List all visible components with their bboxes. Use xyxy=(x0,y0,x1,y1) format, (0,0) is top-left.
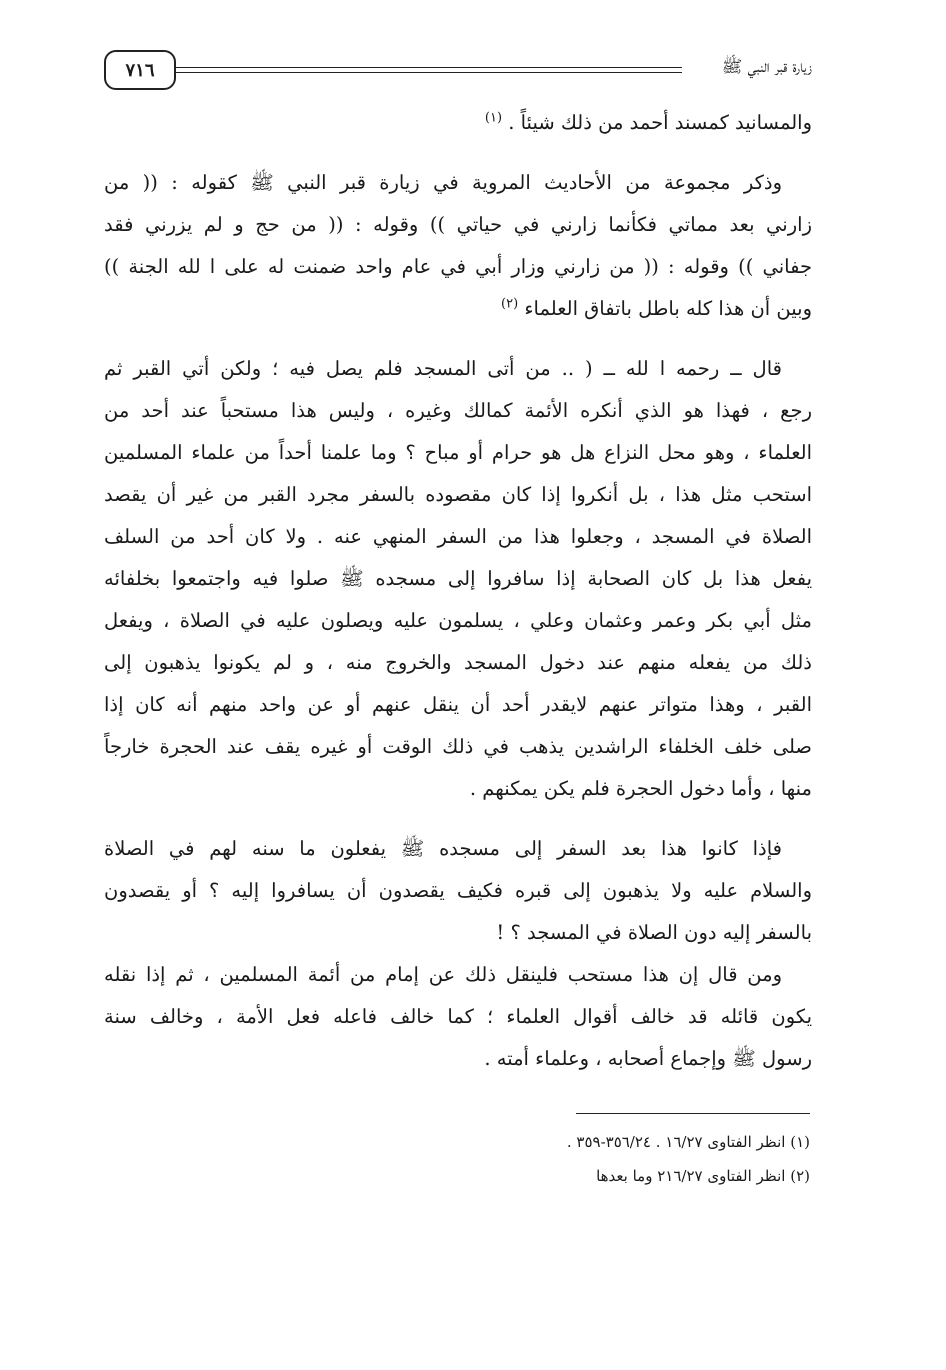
header-rule xyxy=(174,67,682,68)
page-header xyxy=(104,50,812,90)
footnote-1: (١) انظر الفتاوى ١٦/٢٧ . ٣٥٦/٢٤-٣٥٩ . xyxy=(566,1133,810,1151)
header-rule-double xyxy=(174,72,682,73)
text-line: يفعل هذا بل كان الصحابة إذا سافروا إلى مسجده ﷺ صلوا فيه واجتمعوا بخلفائه xyxy=(104,567,812,590)
text-line: صلى خلف الخلفاء الراشدين يذهب في ذلك الوقت أو غيره يقف عند الحجرة خارجاً xyxy=(104,735,812,758)
text-line: بالسفر إليه دون الصلاة في المسجد ؟ ! xyxy=(496,921,812,944)
text-line: زارني بعد مماتي فكأنما زارني في حياتي )) وقوله : (( من حج و لم يزرني فقد xyxy=(104,213,812,236)
text-line: استحب مثل هذا ، بل أنكروا إذا كان مقصوده بالسفر مجرد القبر من غير أن يقصد xyxy=(104,483,812,506)
footnote-2: (٢) انظر الفتاوى ٢١٦/٢٧ وما بعدها xyxy=(596,1167,810,1185)
text-line: والمسانيد كمسند أحمد من ذلك شيئاً . $^{(١)}$ xyxy=(484,110,812,134)
text-line: جفاني )) وقوله : (( من زارني وزار أبي في عام واحد ضمنت له على ا لله الجنة )) xyxy=(104,255,812,278)
text-line: مثل أبي بكر وعمر وعثمان وعلي ، يسلمون عليه ويصلون عليه في الصلاة ، ويفعل xyxy=(104,609,812,632)
footnote-ref-1: (١) xyxy=(484,110,503,126)
text-line: ذلك من يفعله منهم عند دخول المسجد والخروج منه ، و لم يكونوا يذهبون إلى xyxy=(104,651,812,674)
text-line: قال ــ رحمه ا لله ــ ( .. من أتى المسجد فلم يصل فيه ؛ ولكن أتي القبر ثم xyxy=(104,357,782,380)
text-line: العلماء ، وهو محل النزاع هل هو حرام أو مباح ؟ وما علمنا أحداً من علماء المسلمين xyxy=(104,441,812,464)
footnote-ref-2: (٢) xyxy=(501,296,519,312)
text-line: يكون قائله قد خالف أقوال العلماء ؛ كما خالف فاعله فعل الأمة ، وخالف سنة xyxy=(104,1005,812,1028)
text-line: الصلاة في المسجد ، وجعلوا هذا من السفر المنهي عنه . ولا كان أحد من السلف xyxy=(104,525,812,548)
footnotes xyxy=(300,1125,810,1193)
text-line: وبين أن هذا كله باطل باتفاق العلماء $^{(٢)}$ xyxy=(501,296,812,320)
main-text xyxy=(104,102,812,1080)
text-line: رسول ﷺ وإجماع أصحابه ، وعلماء أمته . xyxy=(484,1047,812,1070)
text-line: وذكر مجموعة من الأحاديث المروية في زيارة قبر النبي ﷺ كقوله : (( من xyxy=(104,171,782,194)
text-line: ومن قال إن هذا مستحب فلينقل ذلك عن إمام من أئمة المسلمين ، ثم إذا نقله xyxy=(104,963,783,986)
text-line: والسلام عليه ولا يذهبون إلى قبره فكيف يقصدون أن يسافروا إليه ؟ أو يقصدون xyxy=(104,879,812,902)
text-line: فإذا كانوا هذا بعد السفر إلى مسجده ﷺ يفعلون ما سنه لهم في الصلاة xyxy=(104,837,782,860)
text-line: القبر ، وهذا متواتر عنهم لايقدر أحد أن ينقل عنهم أو عن واحد منهم أنه كان إذا xyxy=(104,693,812,716)
text-line: منها ، وأما دخول الحجرة فلم يكن يمكنهم . xyxy=(469,777,812,800)
running-title: زيارة قبر النبي ﷺ xyxy=(716,56,812,81)
text-line: رجع ، فهذا هو الذي أنكره الأئمة كمالك وغيره ، وليس هذا مستحباً عند أحد من xyxy=(104,399,812,422)
page-number: ٧١٦ xyxy=(104,50,176,90)
footnote-separator xyxy=(576,1113,810,1114)
